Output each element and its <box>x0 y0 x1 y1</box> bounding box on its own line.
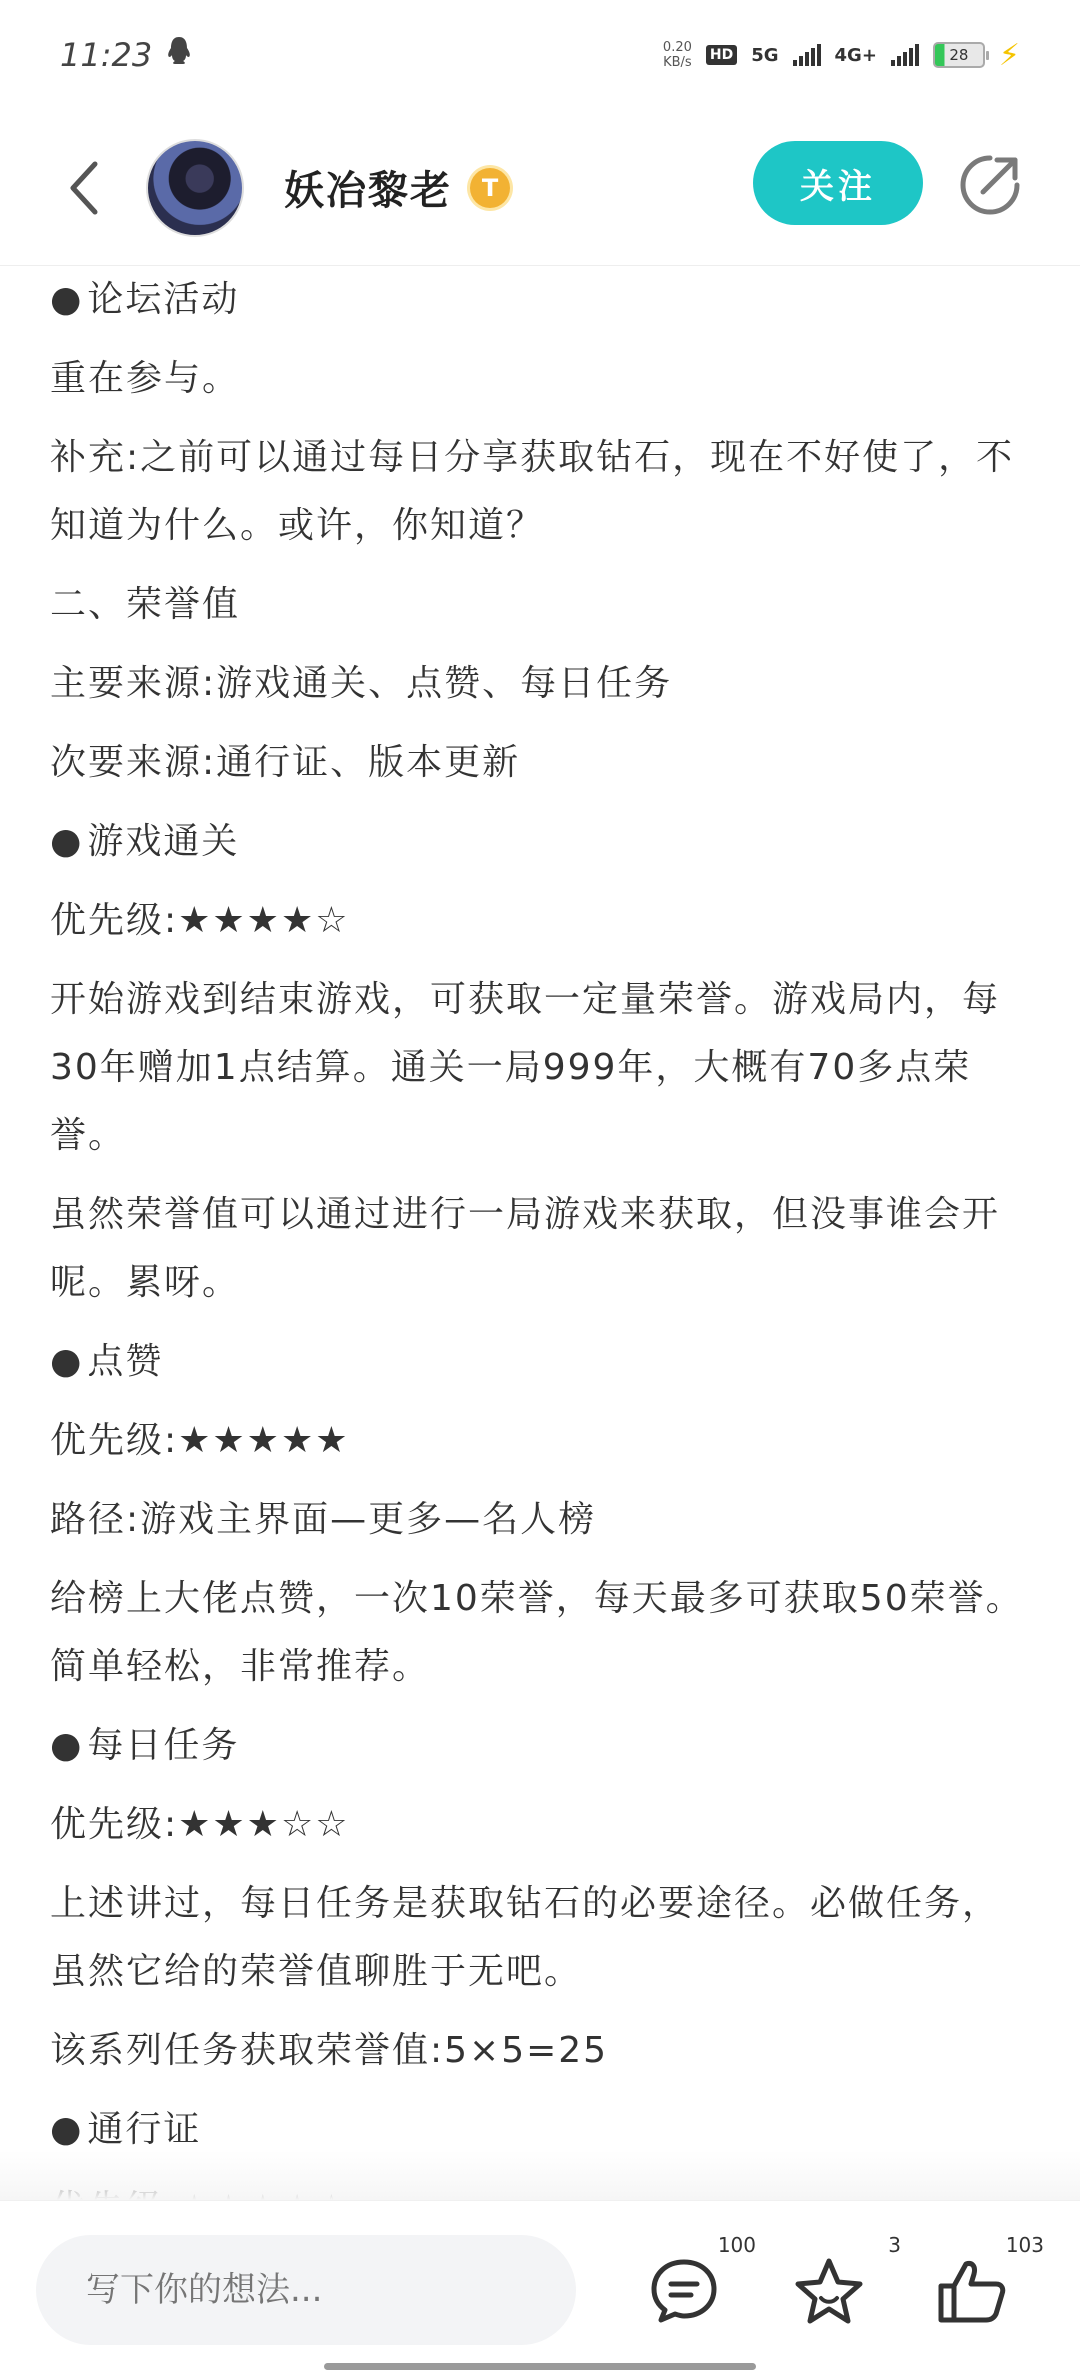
hd-voice-icon: HD <box>706 45 737 65</box>
net-speed-unit: KB/s <box>663 55 692 70</box>
net-speed-value: 0.20 <box>662 40 692 55</box>
article-fade <box>0 2150 1080 2200</box>
battery-level: 28 <box>949 46 969 64</box>
share-button[interactable] <box>955 150 1025 220</box>
status-bar <box>0 0 1080 110</box>
charging-icon: ⚡ <box>998 37 1020 73</box>
like-button[interactable] <box>922 2233 1044 2341</box>
bottom-action-bar <box>0 2200 1080 2376</box>
status-time: 11:23 <box>60 36 153 74</box>
sim1-signal-icon <box>793 44 821 66</box>
article-paragraph: 开始游戏到结束游戏，可获取一定量荣誉。游戏局内，每30年赠加1点结算。通关一局999年，大概有70多点荣誉。 <box>50 979 1001 1156</box>
net-speed <box>663 40 692 70</box>
follow-button[interactable]: 关注 <box>753 141 923 225</box>
comments-count: 100 <box>717 2233 756 2257</box>
sim2-network-label: 4G+ <box>834 44 877 66</box>
article-paragraph: 优先级:★★★★☆ <box>50 900 350 941</box>
article-paragraph: 给榜上大佬点赞，一次10荣誉，每天最多可获取50荣誉。简单轻松，非常推荐。 <box>50 1578 1024 1687</box>
article-paragraph: 优先级:★★★★★ <box>50 1420 350 1461</box>
article-paragraph: 次要来源:通行证、版本更新 <box>50 742 521 783</box>
favorite-button[interactable] <box>779 2233 901 2341</box>
user-level-badge: T <box>470 168 510 208</box>
back-arrow-icon <box>65 160 105 216</box>
home-indicator[interactable] <box>324 2363 756 2370</box>
thumbs-up-icon <box>936 2256 1008 2326</box>
likes-count: 103 <box>1005 2233 1044 2257</box>
article-paragraphs <box>50 266 1030 2243</box>
article-paragraph: 补充:之前可以通过每日分享获取钻石，现在不好使了，不知道为什么。或许，你知道？ <box>50 437 1015 546</box>
status-left <box>60 36 192 74</box>
article-paragraph: 上述讲过，每日任务是获取钻石的必要途径。必做任务，虽然它给的荣誉值聊胜于无吧。 <box>50 1883 1001 1992</box>
article-paragraph: 优先级:★★★☆☆ <box>50 1804 350 1845</box>
status-right <box>663 38 1020 73</box>
article-paragraph: 主要来源:游戏通关、点赞、每日任务 <box>50 663 673 704</box>
post-header <box>0 110 1080 266</box>
sim2-signal-icon <box>891 44 919 66</box>
back-button[interactable] <box>50 153 120 223</box>
favorites-count: 3 <box>888 2233 901 2257</box>
username[interactable]: 妖冶黎老 <box>284 168 452 214</box>
comment-button[interactable] <box>634 2233 756 2341</box>
article-paragraph: 重在参与。 <box>50 358 241 399</box>
section-heading: ● 论坛活动 <box>50 266 1030 334</box>
star-icon <box>793 2256 865 2326</box>
share-icon <box>957 152 1023 218</box>
sim1-network-label: 5G <box>751 44 779 66</box>
section-heading: ● 点赞 <box>50 1328 1030 1396</box>
article-paragraph: 路径:游戏主界面—更多—名人榜 <box>50 1499 597 1540</box>
qq-notification-icon <box>166 36 192 74</box>
avatar[interactable] <box>146 139 244 237</box>
comment-input[interactable] <box>36 2235 576 2345</box>
article-paragraph: 该系列任务获取荣誉值:5×5=25 <box>50 2030 609 2071</box>
section-heading: ● 通行证 <box>50 2096 1030 2164</box>
article-paragraph: 二、荣誉值 <box>50 584 241 625</box>
article-body <box>50 266 1030 2200</box>
section-heading: ● 每日任务 <box>50 1712 1030 1780</box>
battery-icon <box>933 42 985 68</box>
section-heading: ● 游戏通关 <box>50 808 1030 876</box>
article-paragraph: 虽然荣誉值可以通过进行一局游戏来获取，但没事谁会开呢。累呀。 <box>50 1194 1001 1303</box>
comment-icon <box>649 2258 719 2324</box>
